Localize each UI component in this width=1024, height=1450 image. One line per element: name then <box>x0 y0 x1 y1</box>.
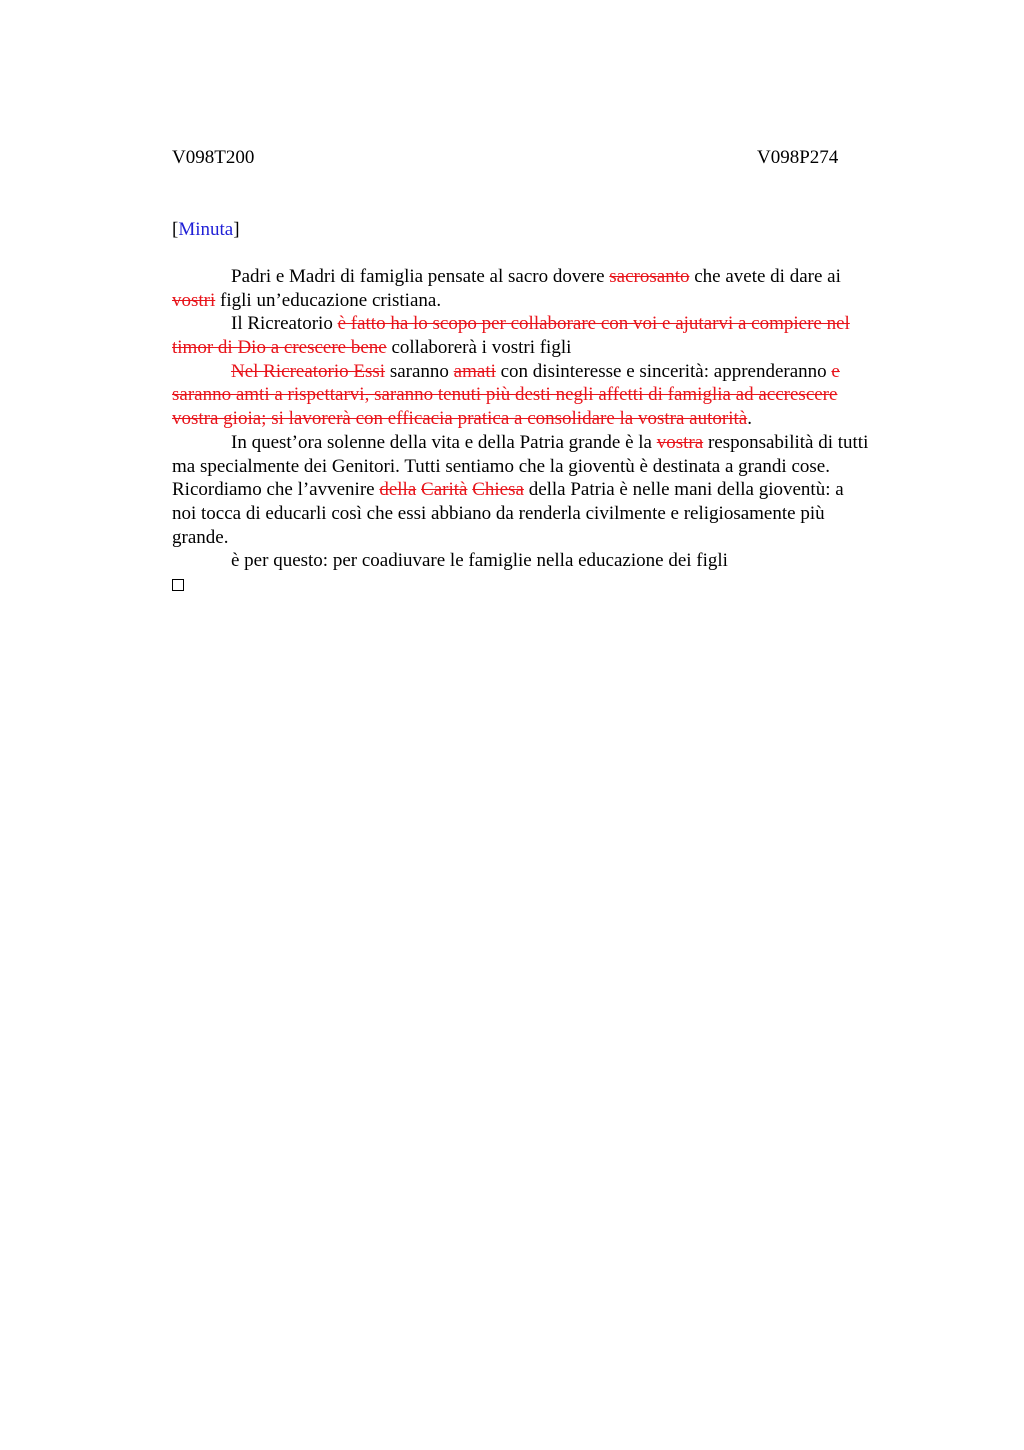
deleted-text: vostra <box>656 431 704 453</box>
text-run: noi tocca di educarli così che essi abbiano da renderla civilmente e religiosamente più <box>172 502 825 524</box>
deleted-text: Carità <box>421 479 468 501</box>
text-line-8 <box>172 431 932 455</box>
deleted-text: Nel Ricreatorio Essi <box>231 360 386 382</box>
text-run: Padri e Madri di famiglia pensate al sacro dovere <box>231 266 610 287</box>
text-run: saranno <box>385 360 454 382</box>
text-line-9 <box>172 455 932 479</box>
end-marker <box>172 573 932 597</box>
text-run: Il Ricreatorio <box>231 313 338 335</box>
deleted-text: vostri <box>172 289 216 311</box>
deleted-text: amati <box>453 360 496 382</box>
text-line-1 <box>172 265 932 289</box>
bracket-open: [ <box>172 219 179 240</box>
text-run: Ricordiamo che l’avvenire <box>172 479 380 501</box>
minuta-text: Minuta <box>178 219 234 240</box>
text-run: ma specialmente dei Genitori. Tutti sentiamo che la gioventù è destinata a grandi cose. <box>172 455 830 477</box>
text-run: responsabilità di tutti <box>703 431 869 453</box>
text-run: In quest’ora solenne della vita e della Patria grande è la <box>231 431 657 453</box>
text-run: è per questo: per coadiuvare le famiglie nella educazione dei figli <box>231 550 728 572</box>
text-run: grande. <box>172 526 229 548</box>
minuta-label <box>172 218 240 242</box>
text-line-13 <box>172 549 932 573</box>
volume-code-right: V098P274 <box>757 147 839 168</box>
deleted-text: della <box>379 479 417 501</box>
deleted-text: timor di Dio a crescere bene <box>172 337 387 359</box>
deleted-text: è fatto ha lo scopo per collaborare con voi e ajutarvi a compiere nel <box>337 313 850 335</box>
text-run: che avete di dare ai <box>689 266 841 287</box>
text-line-7 <box>172 407 932 431</box>
bracket-close: ] <box>233 219 240 240</box>
text-run: della Patria è nelle mani della gioventù: a <box>523 479 844 501</box>
text-line-10 <box>172 478 932 502</box>
text-run: . <box>747 408 752 430</box>
text-line-11 <box>172 502 932 526</box>
deleted-text: sacrosanto <box>609 266 690 287</box>
volume-code-left: V098T200 <box>172 147 255 168</box>
text-line-12 <box>172 526 932 550</box>
text-line-6 <box>172 383 932 407</box>
deleted-text: e <box>831 360 840 382</box>
deleted-text: saranno amti a rispettarvi, saranno tenuti più desti negli affetti di famiglia ad accrescere <box>172 384 838 406</box>
text-run: collaborerà i vostri figli <box>386 337 572 359</box>
text-line-3 <box>172 312 932 336</box>
text-run: figli un’educazione cristiana. <box>215 289 442 311</box>
deleted-text: Chiesa <box>472 479 524 501</box>
text-line-4 <box>172 336 932 360</box>
document-body <box>172 265 932 597</box>
text-run: con disinteresse e sincerità: apprenderanno <box>495 360 832 382</box>
text-line-5 <box>172 360 932 384</box>
deleted-text: vostra gioia; si lavorerà con efficacia pratica a consolidare la vostra autorità <box>172 408 748 430</box>
empty-square-icon <box>172 579 184 591</box>
text-line-2 <box>172 289 932 313</box>
